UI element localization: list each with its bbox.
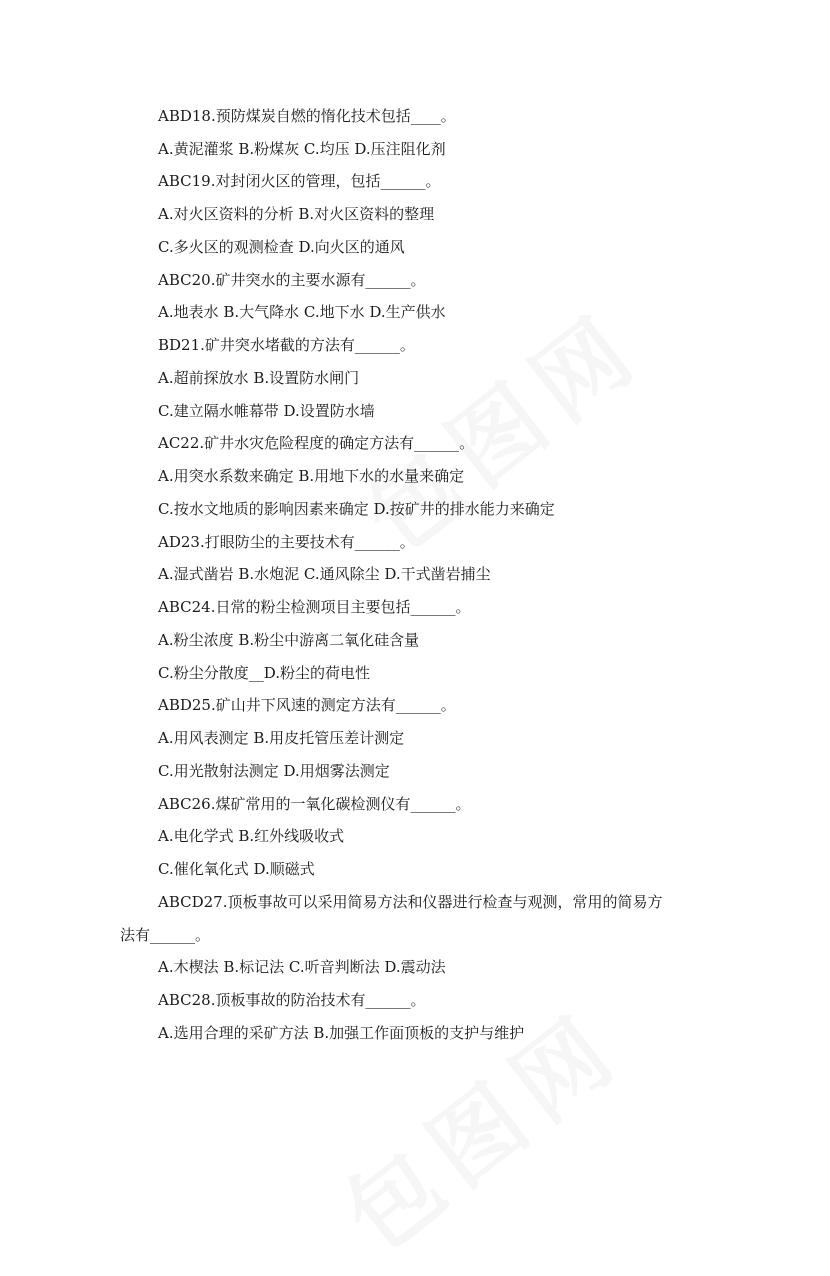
question-line: AC22.矿井水灾危险程度的确定方法有______。 bbox=[158, 434, 475, 452]
options-line: A.选用合理的采矿方法 B.加强工作面顶板的支护与维护 bbox=[158, 1024, 525, 1042]
options-line: A.黄泥灌浆 B.粉煤灰 C.均压 D.压注阻化剂 bbox=[158, 140, 446, 158]
options-line: A.地表水 B.大气降水 C.地下水 D.生产供水 bbox=[158, 303, 446, 321]
options-line: C.多火区的观测检查 D.向火区的通风 bbox=[158, 238, 405, 256]
options-line: C.用光散射法测定 D.用烟雾法测定 bbox=[158, 762, 390, 780]
watermark bbox=[313, 976, 645, 1276]
question-line: ABD18.预防煤炭自燃的惰化技术包括____。 bbox=[158, 107, 456, 125]
options-line: A.电化学式 B.红外线吸收式 bbox=[158, 827, 345, 845]
question-line: BD21.矿井突水堵截的方法有______。 bbox=[158, 336, 415, 354]
question-line: ABC24.日常的粉尘检测项目主要包括______。 bbox=[158, 598, 471, 616]
question-line: ABC20.矿井突水的主要水源有______。 bbox=[158, 271, 426, 289]
question-line: ABD25.矿山井下风速的测定方法有______。 bbox=[158, 696, 456, 714]
options-line: A.粉尘浓度 B.粉尘中游离二氧化硅含量 bbox=[158, 631, 420, 649]
question-line-continuation: 法有______。 bbox=[120, 926, 211, 944]
question-line: AD23.打眼防尘的主要技术有______。 bbox=[158, 533, 415, 551]
question-line: ABCD27.顶板事故可以采用简易方法和仪器进行检查与观测，常用的简易方 bbox=[158, 893, 663, 911]
options-line: A.对火区资料的分析 B.对火区资料的整理 bbox=[158, 205, 435, 223]
options-line: C.建立隔水帷幕带 D.设置防水墙 bbox=[158, 402, 375, 420]
options-line: A.用风表测定 B.用皮托管压差计测定 bbox=[158, 729, 405, 747]
options-line: A.湿式凿岩 B.水炮泥 C.通风除尘 D.干式凿岩捕尘 bbox=[158, 565, 491, 583]
options-line: A.超前探放水 B.设置防水闸门 bbox=[158, 369, 360, 387]
question-line: ABC26.煤矿常用的一氧化碳检测仪有______。 bbox=[158, 795, 471, 813]
question-line: ABC28.顶板事故的防治技术有______。 bbox=[158, 991, 426, 1009]
options-line: C.催化氧化式 D.顺磁式 bbox=[158, 860, 315, 878]
options-line: A.木楔法 B.标记法 C.听音判断法 D.震动法 bbox=[158, 958, 446, 976]
options-line: A.用突水系数来确定 B.用地下水的水量来确定 bbox=[158, 467, 465, 485]
options-line: C.按水文地质的影响因素来确定 D.按矿井的排水能力来确定 bbox=[158, 500, 555, 518]
options-line: C.粉尘分散度__D.粉尘的荷电性 bbox=[158, 664, 370, 682]
question-line: ABC19.对封闭火区的管理，包括______。 bbox=[158, 172, 441, 190]
